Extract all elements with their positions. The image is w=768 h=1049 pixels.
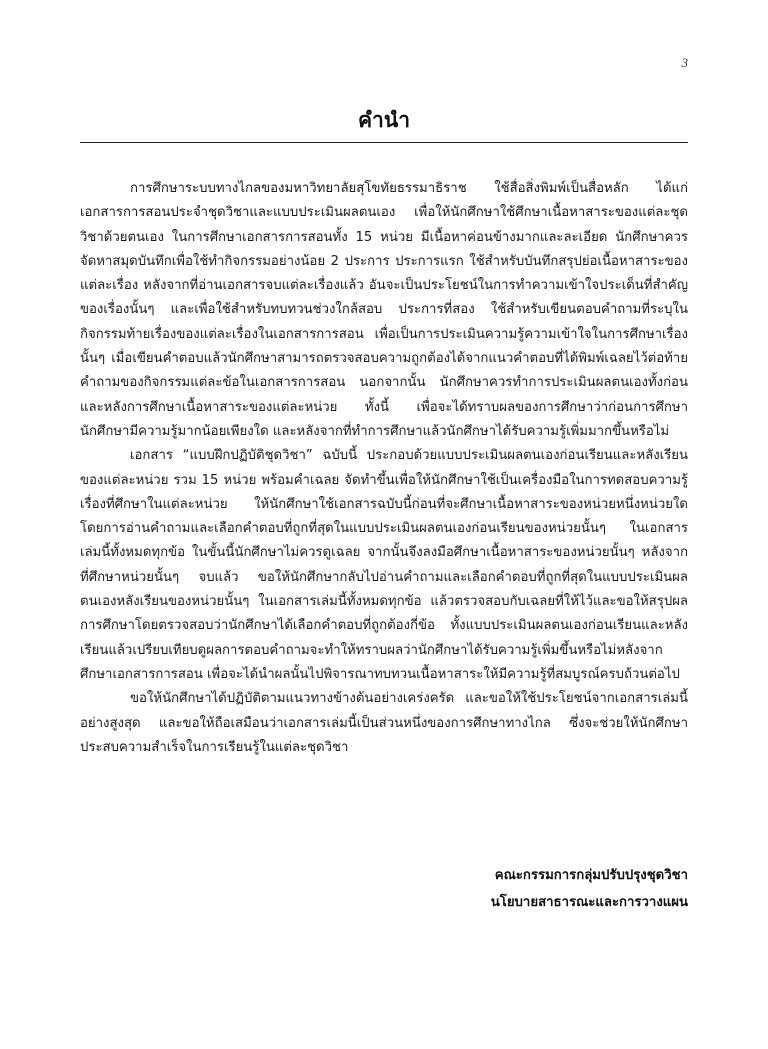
page-title: คำนำ [358, 108, 410, 132]
preface-body [80, 177, 688, 760]
signature-subject: นโยบายสาธารณะและการวางแผน [490, 895, 688, 910]
title-divider [80, 142, 688, 143]
page-number: 3 [681, 55, 688, 70]
paragraph-1: การศึกษาระบบทางไกลของมหาวิทยาลัยสุโขทัยธรรมาธิราช ใช้สื่อสิ่งพิมพ์เป็นสื่อหลัก ได้แก่ เอกสารการสอนประจำชุดวิชาและแบบประเมินผลตนเอง เพื่อให้นักศึกษาใช้ศึกษาเนื้อหาสาระของแต่ละชุดวิชาด้วยตนเอง ในการศึกษาเอกสารการสอนทั้ง 15 หน่วย มีเนื้อหาค่อนข้างมากและละเอียด นักศึกษาควรจัดหาสมุดบันทึกเพื่อใช้ทำกิจกรรมอย่างน้อย 2 ประการ ประการแรก ใช้สำหรับบันทึกสรุปย่อเนื้อหาสาระของแต่ละเรื่อง หลังจากที่อ่านเอกสารจบแต่ละเรื่องแล้ว อันจะเป็นประโยชน์ในการทำความเข้าใจประเด็นที่สำคัญของเรื่องนั้นๆ และเพื่อใช้สำหรับทบทวนช่วงใกล้สอบ ประการที่สอง ใช้สำหรับเขียนตอบคำถามที่ระบุในกิจกรรมท้ายเรื่องของแต่ละเรื่องในเอกสารการสอน เพื่อเป็นการประเมินความรู้ความเข้าใจในการศึกษาเรื่องนั้นๆ เมื่อเขียนคำตอบแล้วนักศึกษาสามารถตรวจสอบความถูกต้องได้จากแนวคำตอบที่ได้พิมพ์เฉลยไว้ต่อท้ายคำถามของกิจกรรมแต่ละข้อในเอกสารการสอน นอกจากนั้น นักศึกษาควรทำการประเมินผลตนเองทั้งก่อนและหลังการศึกษาเนื้อหาสาระของแต่ละหน่วย ทั้งนี้ เพื่อจะได้ทราบผลของการศึกษาว่าก่อนการศึกษานักศึกษามีความรู้มากน้อยเพียงใด และหลังจากที่ทำการศึกษาแล้วนักศึกษาได้รับความรู้เพิ่มมากขึ้นหรือไม่ [80, 181, 688, 439]
paragraph-2: เอกสาร “แบบฝึกปฏิบัติชุดวิชา” ฉบับนี้ ประกอบด้วยแบบประเมินผลตนเองก่อนเรียนและหลังเรียนของแต่ละหน่วย รวม 15 หน่วย พร้อมคำเฉลย จัดทำขึ้นเพื่อให้นักศึกษาใช้เป็นเครื่องมือในการทดสอบความรู้เรื่องที่ศึกษาในแต่ละหน่วย ให้นักศึกษาใช้เอกสารฉบับนี้ก่อนที่จะศึกษาเนื้อหาสาระของหน่วยหนึ่งหน่วยใด โดยการอ่านคำถามและเลือกคำตอบที่ถูกที่สุดในแบบประเมินผลตนเองก่อนเรียนของหน่วยนั้นๆ ในเอกสารเล่มนี้ทั้งหมดทุกข้อ ในขั้นนี้นักศึกษาไม่ควรดูเฉลย จากนั้นจึงลงมือศึกษาเนื้อหาสาระของหน่วยนั้นๆ หลังจากที่ศึกษาหน่วยนั้นๆ จบแล้ว ขอให้นักศึกษากลับไปอ่านคำถามและเลือกคำตอบที่ถูกที่สุดในแบบประเมินผลตนเองหลังเรียนของหน่วยนั้นๆ ในเอกสารเล่มนี้ทั้งหมดทุกข้อ แล้วตรวจสอบกับเฉลยที่ให้ไว้และขอให้สรุปผลการศึกษาโดยตรวจสอบว่านักศึกษาได้เลือกคำตอบที่ถูกต้องกี่ข้อ ทั้งแบบประเมินผลตนเองก่อนเรียนและหลังเรียนแล้วเปรียบเทียบดูผลการตอบคำถามจะทำให้ทราบผลว่านักศึกษาได้รับความรู้เพิ่มขึ้นหรือไม่หลังจากศึกษาเอกสารการสอน เพื่อจะได้นำผลนั้นไปพิจารณาทบทวนเนื้อหาสาระให้มีความรู้ที่สมบูรณ์ครบถ้วนต่อไป [80, 448, 688, 682]
paragraph-3: ขอให้นักศึกษาได้ปฏิบัติตามแนวทางข้างต้นอย่างเคร่งครัด และขอให้ใช้ประโยชน์จากเอกสารเล่มนี้อย่างสูงสุด และขอให้ถือเสมือนว่าเอกสารเล่มนี้เป็นส่วนหนึ่งของการศึกษาทางไกล ซึ่งจะช่วยให้นักศึกษาประสบความสำเร็จในการเรียนรู้ในแต่ละชุดวิชา [80, 691, 688, 755]
signature-block [491, 862, 688, 916]
signature-committee: คณะกรรมการกลุ่มปรับปรุงชุดวิชา [494, 868, 688, 883]
